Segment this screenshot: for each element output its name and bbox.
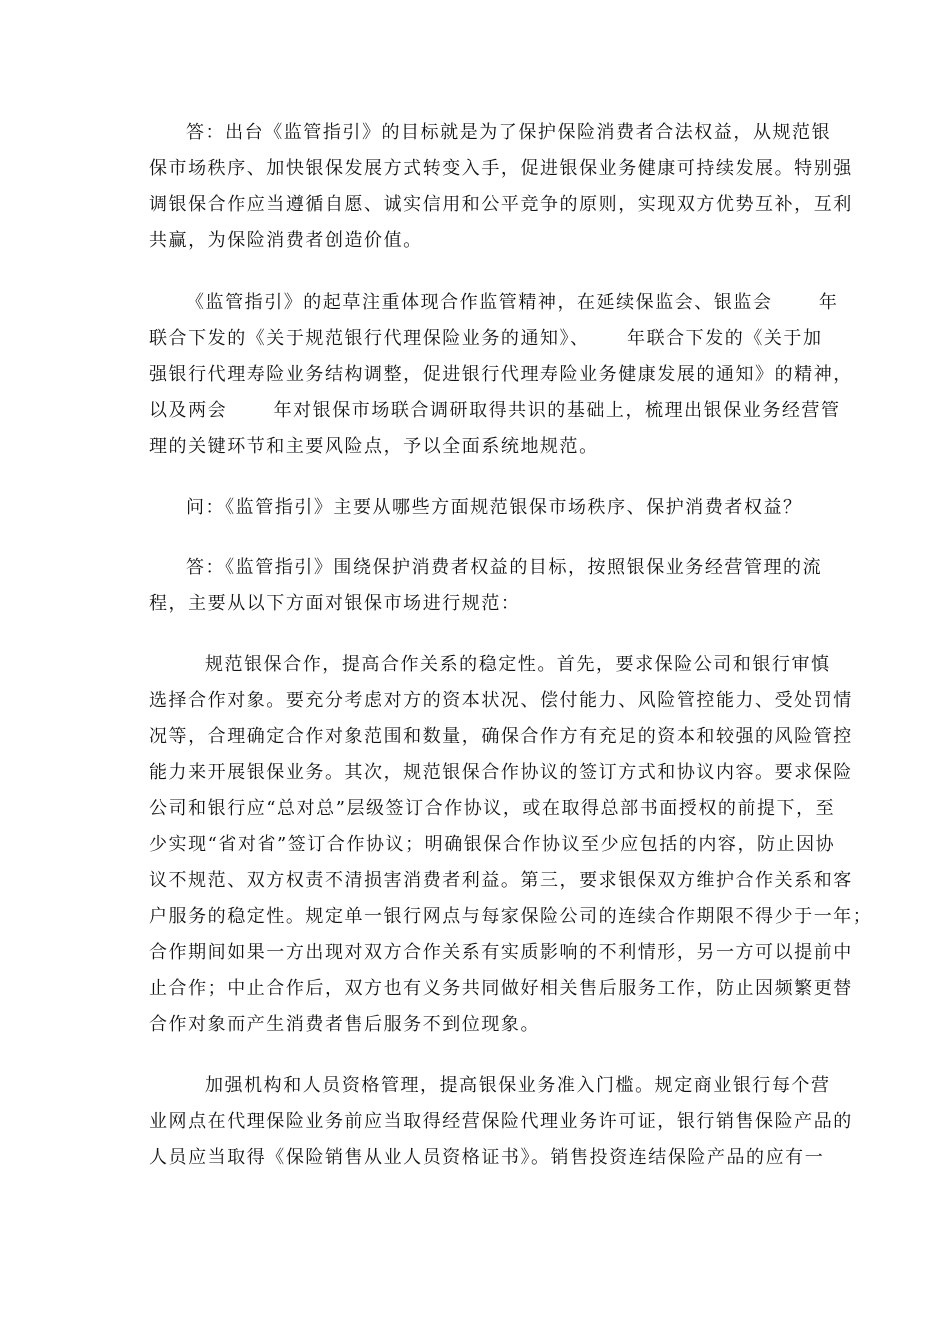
cooperation-line-5: 公司和银行应“总对总”层级签订合作协议，或在取得总部书面授权的前提下，至: [149, 798, 836, 819]
qualification-line-3: 人员应当取得《保险销售从业人员资格证书》。销售投资连结保险产品的应有一: [149, 1147, 825, 1168]
cooperation-line-3: 况等，合理确定合作对象范围和数量，确保合作方有充足的资本和较强的风险管控: [149, 726, 853, 747]
answer-1-line-4: 共赢，为保险消费者创造价值。: [149, 230, 423, 251]
answer-2-line-1: 答：《监管指引》围绕保护消费者权益的目标，按照银保业务经营管理的流: [186, 557, 823, 578]
cooperation-line-11: 合作对象而产生消费者售后服务不到位现象。: [149, 1014, 540, 1035]
cooperation-line-1: 规范银保合作，提高合作关系的稳定性。首先，要求保险公司和银行审慎: [205, 654, 831, 675]
drafting-line-4: 以及两会 年对银保市场联合调研取得共识的基础上，梳理出银保业务经营管: [149, 400, 841, 421]
drafting-line-3: 强银行代理寿险业务结构调整，促进银行代理寿险业务健康发展的通知》的精神，: [149, 364, 853, 385]
cooperation-line-8: 户服务的稳定性。规定单一银行网点与每家保险公司的连续合作期限不得少于一年；: [149, 906, 873, 927]
answer-1-line-1: 答：出台《监管指引》的目标就是为了保护保险消费者合法权益，从规范银: [186, 122, 832, 143]
cooperation-line-6: 少实现“省对省”签订合作协议；明确银保合作协议至少应包括的内容，防止因协: [149, 834, 836, 855]
cooperation-line-2: 选择合作对象。要充分考虑对方的资本状况、偿付能力、风险管控能力、受处罚情: [149, 690, 853, 711]
qualification-line-2: 业网点在代理保险业务前应当取得经营保险代理业务许可证，银行销售保险产品的: [149, 1111, 853, 1132]
question-2-line-1: 问：《监管指引》主要从哪些方面规范银保市场秩序、保护消费者权益？: [186, 497, 803, 518]
cooperation-line-10: 止合作；中止合作后，双方也有义务共同做好相关售后服务工作，防止因频繁更替: [149, 978, 853, 999]
cooperation-line-9: 合作期间如果一方出现对双方合作关系有实质影响的不利情形，另一方可以提前中: [149, 942, 853, 963]
qualification-line-1: 加强机构和人员资格管理，提高银保业务准入门槛。规定商业银行每个营: [205, 1075, 831, 1096]
drafting-line-5: 理的关键环节和主要风险点，予以全面系统地规范。: [149, 436, 599, 457]
drafting-line-2: 联合下发的《关于规范银行代理保险业务的通知》、 年联合下发的《关于加: [149, 328, 823, 349]
drafting-line-1: 《监管指引》的起草注重体现合作监管精神，在延续保监会、银监会 年: [186, 292, 839, 313]
cooperation-line-7: 议不规范、双方权责不清损害消费者利益。第三，要求银保双方维护合作关系和客: [149, 870, 853, 891]
cooperation-line-4: 能力来开展银保业务。其次，规范银保合作协议的签订方式和协议内容。要求保险: [149, 762, 853, 783]
answer-1-line-3: 调银保合作应当遵循自愿、诚实信用和公平竞争的原则，实现双方优势互补，互利: [149, 194, 853, 215]
answer-2-line-2: 程，主要从以下方面对银保市场进行规范：: [149, 593, 521, 614]
answer-1-line-2: 保市场秩序、加快银保发展方式转变入手，促进银保业务健康可持续发展。特别强: [149, 158, 853, 179]
